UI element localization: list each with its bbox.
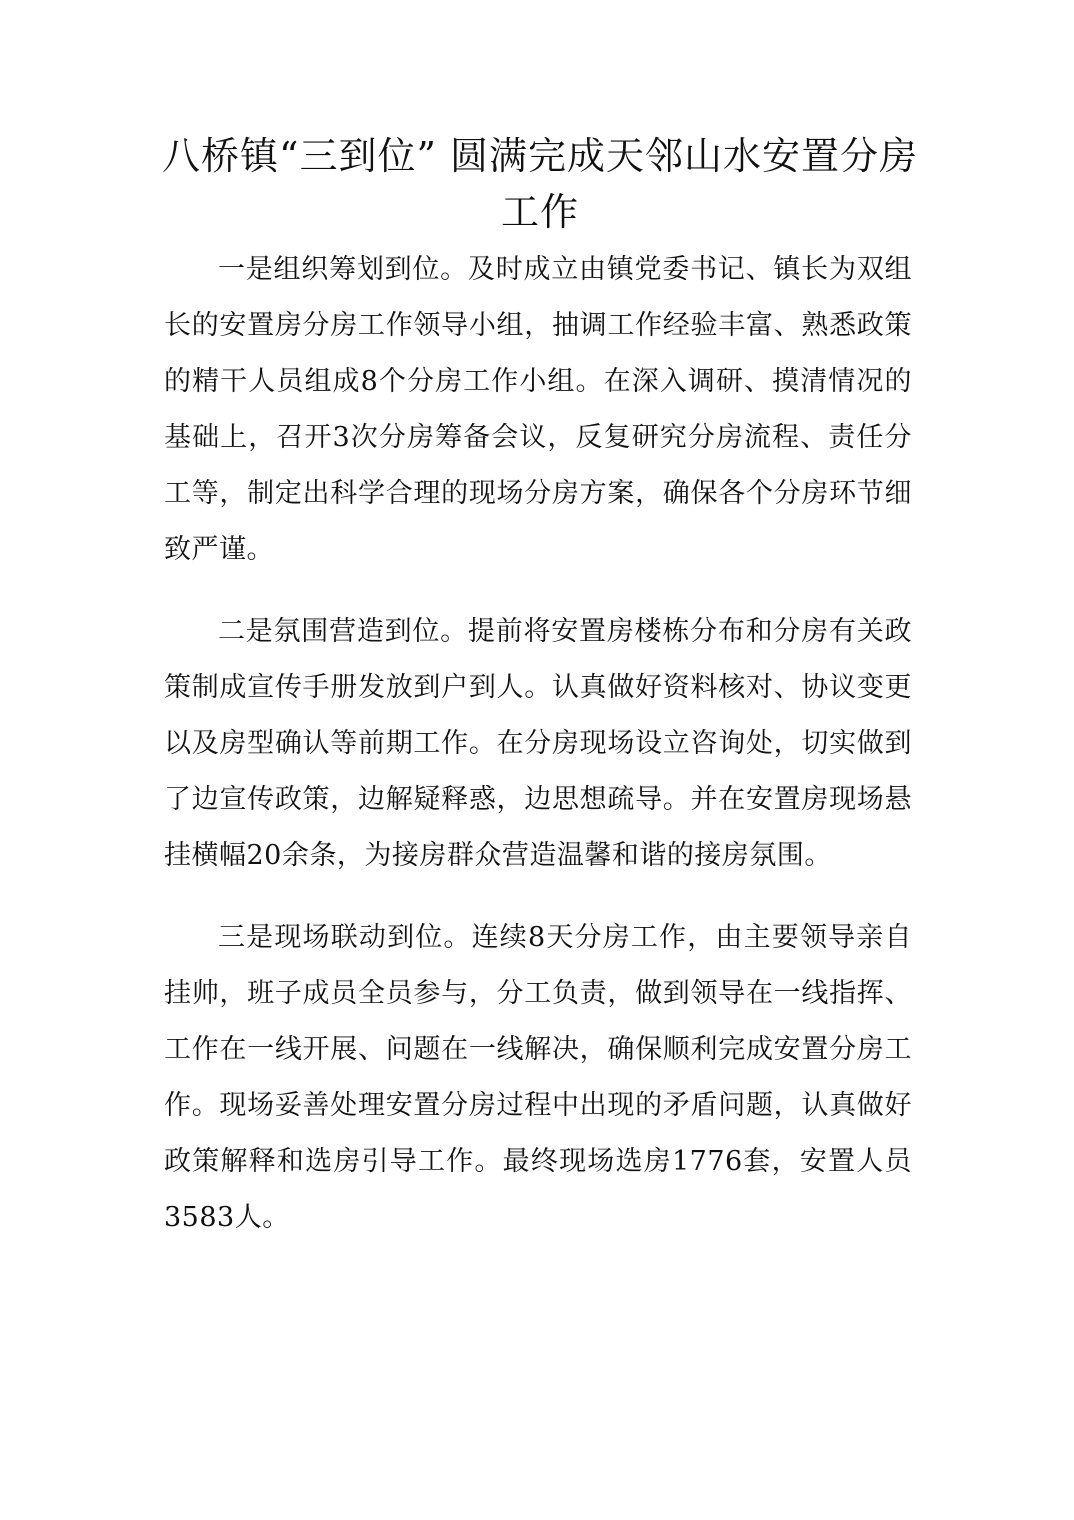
- paragraph-onsite-coordination: 三是现场联动到位。连续8天分房工作，由主要领导亲自挂帅，班子成员全员参与，分工负责，做到领导在一线指挥、工作在一线开展、问题在一线解决，确保顺利完成安置分房工作。现场妥善处理安置分房过程中出现的矛盾问题，认真做好政策解释和选房引导工作。最终现场选房1776套，安置人员3583人。: [164, 922, 912, 1233]
- paragraph-organization: 一是组织筹划到位。及时成立由镇党委书记、镇长为双组长的安置房分房工作领导小组，抽调工作经验丰富、熟悉政策的精干人员组成8个分房工作小组。在深入调研、摸清情况的基础上，召开3次分房筹备会议，反复研究分房流程、责任分工等，制定出科学合理的现场分房方案，确保各个分房环节细致严谨。: [164, 254, 912, 565]
- document-title: 八桥镇“三到位” 圆满完成天邻山水安置分房工作: [162, 134, 918, 234]
- document-body: [164, 242, 912, 1272]
- paragraph-atmosphere: 二是氛围营造到位。提前将安置房楼栋分布和分房有关政策制成宣传手册发放到户到人。认真做好资料核对、协议变更以及房型确认等前期工作。在分房现场设立咨询处，切实做到了边宣传政策，边解疑释惑，边思想疏导。并在安置房现场悬挂横幅20余条，为接房群众营造温馨和谐的接房氛围。: [164, 616, 912, 871]
